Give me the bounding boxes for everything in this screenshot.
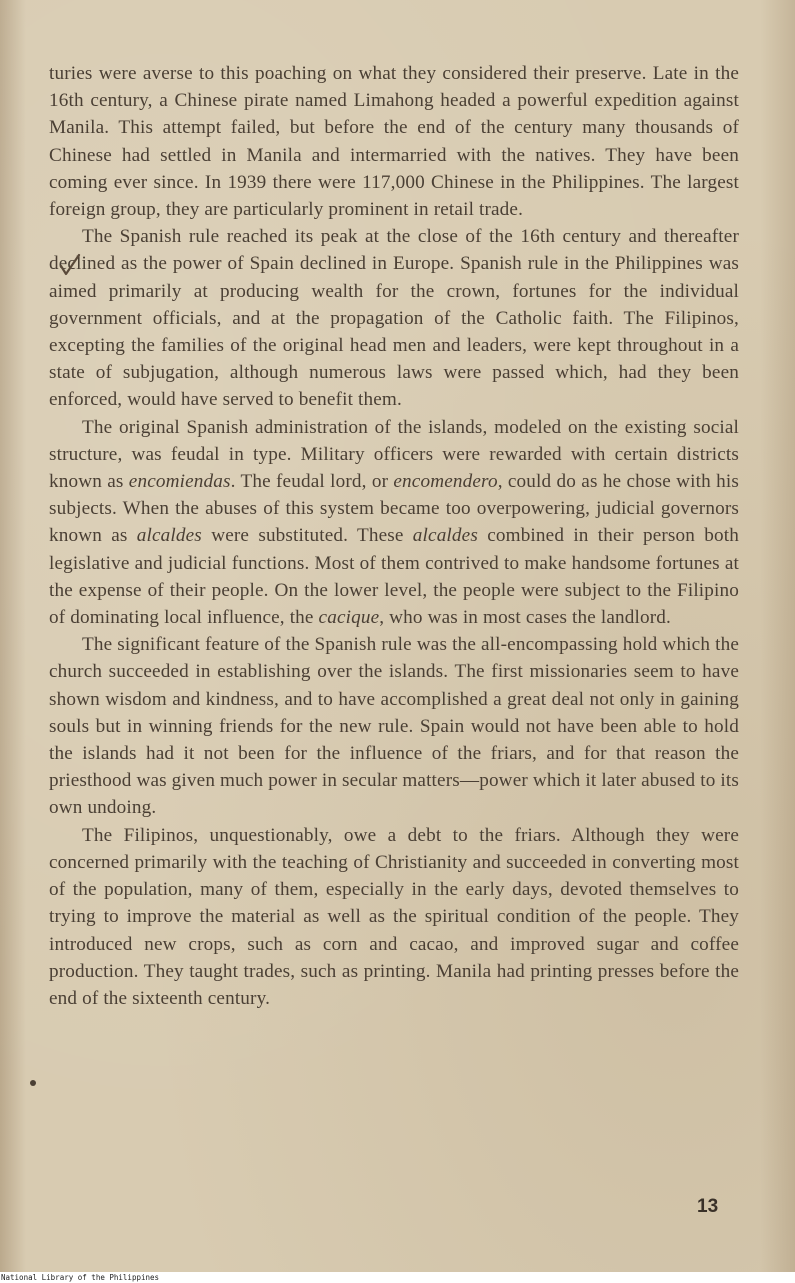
paragraph xyxy=(49,631,739,821)
text-run: The Spanish rule reached its peak at the close of the 16th century and thereafter declined as the power of Spain declined in Europe. Spanish rule in the Philippines was aimed primarily at producing wealth for the crown, fortunes for the individual government officials, and at the propagation of the Catholic faith. The Filipinos, excepting the families of the original head men and leaders, were kept throughout in a state of subjugation, although numerous laws were passed which, had they been enforced, would have served to benefit them. xyxy=(49,226,739,411)
italic-term: alcaldes xyxy=(136,525,202,547)
paragraph xyxy=(49,60,739,223)
text-run: The Filipinos, unquestionably, owe a debt to the friars. Although they were concerned primarily with the teaching of Christianity and succeeded in converting most of the population, many of them, especially in the early days, devoted themselves to trying to improve the material as well as the spiritual condition of the people. They introduced new crops, such as corn and cacao, and improved sugar and coffee production. They taught trades, such as printing. Manila had printing presses before the end of the sixteenth century. xyxy=(49,824,739,1009)
pencil-check-mark xyxy=(58,252,82,278)
paragraph xyxy=(49,414,739,632)
text-run: turies were averse to this poaching on what they considered their preserve. Late in the 16th century, a Chinese pirate named Limahong headed a powerful expedition against Manila. This attempt failed, but before the end of the century many thousands of Chinese had settled in Manila and intermarried with the natives. They have been coming ever since. In 1939 there were 117,000 Chinese in the Philippines. The largest foreign group, they are particularly prominent in retail trade. xyxy=(49,63,739,221)
italic-term: cacique xyxy=(318,607,380,629)
italic-term: alcaldes xyxy=(412,525,478,547)
library-footer-label: National Library of the Philippines xyxy=(1,1273,160,1282)
text-run: The significant feature of the Spanish rule was the all-encompassing hold which the church succeeded in establishing over the islands. The first missionaries seem to have shown wisdom and kindness, and to have accomplished a great deal not only in gaining souls but in winning friends for the new rule. Spain would not have been able to hold the islands had it not been for the influence of the friars, and for that reason the priesthood was given much power in secular matters—power which it later abused to its own undoing. xyxy=(49,634,739,819)
text-run: . The feudal lord, or xyxy=(230,471,394,493)
ink-dot-mark xyxy=(29,1079,37,1087)
italic-term: encomiendas xyxy=(128,471,231,493)
text-run: , who was in most cases the landlord. xyxy=(379,607,671,629)
page-number: 13 xyxy=(697,1196,719,1217)
text-run: were substituted. These xyxy=(201,525,413,547)
paragraph xyxy=(49,223,739,413)
italic-term: encomendero xyxy=(393,471,498,493)
text-run: , could do as he chose with his subjects. When the abuses of this system became too overpowering, judicial governors known as xyxy=(49,471,739,547)
text-run: The original Spanish administration of the islands, modeled on the existing social structure, was feudal in type. Military officers were rewarded with certain districts known as xyxy=(49,416,739,493)
body-text xyxy=(49,60,739,1012)
paragraph xyxy=(49,822,739,1012)
text-run: combined in their person both legislative and judicial functions. Most of them contrived to make handsome fortunes at the expense of their people. On the lower level, the people were subject to the Filipino of dominating local influence, the xyxy=(49,525,739,629)
